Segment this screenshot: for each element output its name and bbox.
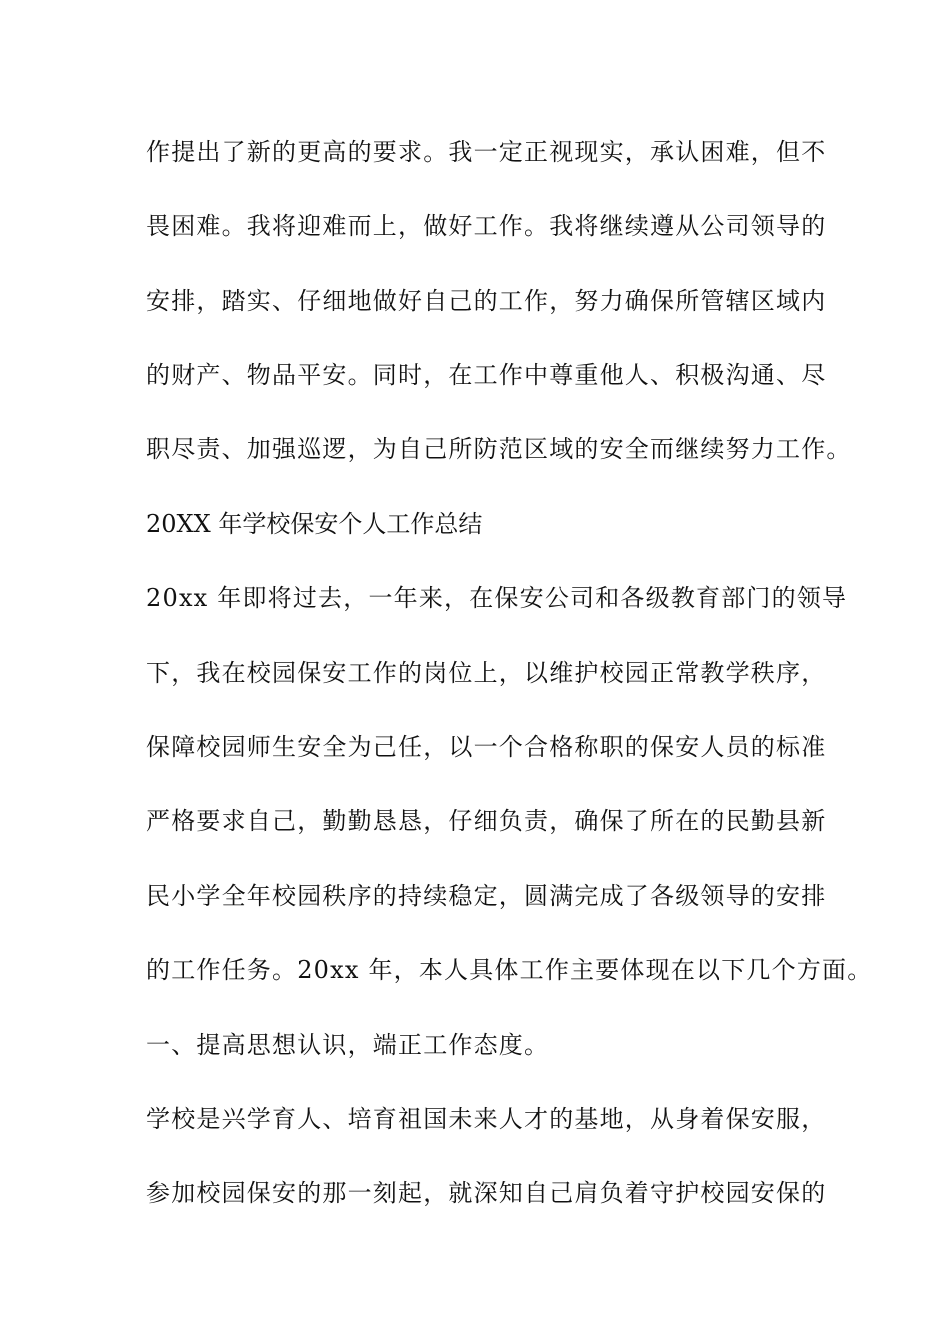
section-heading: 一、提高思想认识，端正工作态度。 [146,1031,550,1059]
section-title: 20XX 年学校保安个人工作总结 [146,510,483,538]
paragraph-line: 学校是兴学育人、培育祖国未来人才的基地，从身着保安服， [146,1105,827,1133]
paragraph-line: 作提出了新的更高的要求。我一定正视现实，承认困难，但不 [146,138,827,166]
paragraph-line: 安排，踏实、仔细地做好自己的工作，努力确保所管辖区域内 [146,287,827,315]
paragraph-line: 20xx 年即将过去，一年来，在保安公司和各级教育部门的领导 [146,584,848,612]
paragraph-line: 参加校园保安的那一刻起，就深知自己肩负着守护校园安保的 [146,1179,827,1207]
paragraph-line: 下，我在校园保安工作的岗位上，以维护校园正常教学秩序， [146,659,827,687]
paragraph-line: 民小学全年校园秩序的持续稳定，圆满完成了各级领导的安排 [146,882,827,910]
paragraph-line: 的工作任务。20xx 年，本人具体工作主要体现在以下几个方面。 [146,956,873,984]
paragraph-line: 的财产、物品平安。同时，在工作中尊重他人、积极沟通、尽 [146,361,827,389]
paragraph-line: 保障校园师生安全为己任，以一个合格称职的保安人员的标准 [146,733,827,761]
paragraph-line: 职尽责、加强巡逻，为自己所防范区域的安全而继续努力工作。 [146,435,852,463]
paragraph-line: 严格要求自己，勤勤恳恳，仔细负责，确保了所在的民勤县新 [146,807,827,835]
paragraph-line: 畏困难。我将迎难而上，做好工作。我将继续遵从公司领导的 [146,212,827,240]
